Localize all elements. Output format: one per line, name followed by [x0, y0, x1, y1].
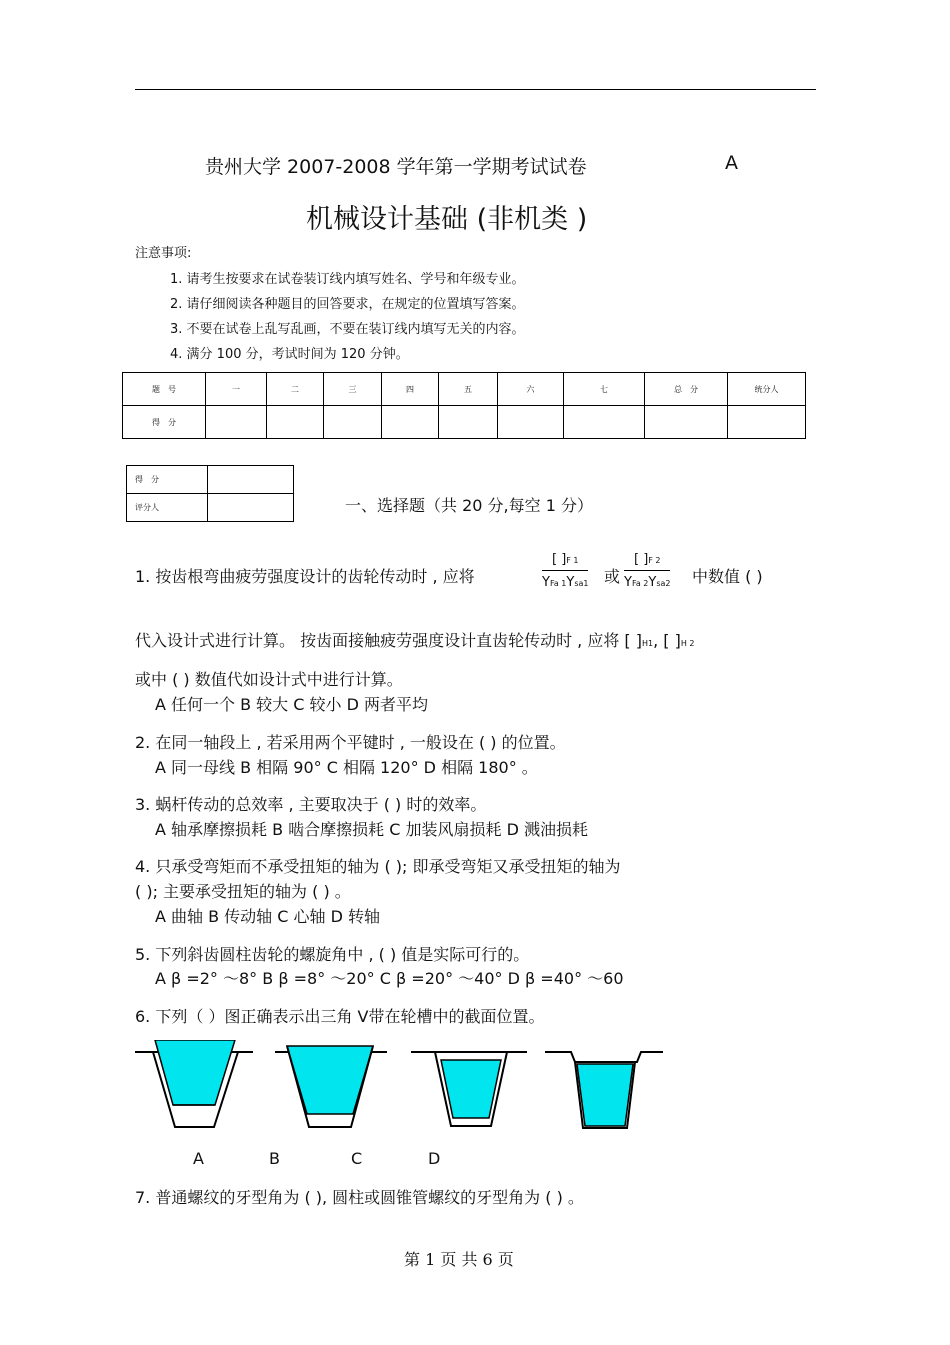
figure-c-groove: [411, 1052, 527, 1126]
fraction-denominator: Y: [648, 575, 657, 590]
fraction-numerator: [ ]: [551, 552, 567, 567]
section-title: 一、选择题（共 20 分,每空 1 分）: [345, 496, 593, 515]
score-table: [122, 372, 806, 439]
question-4: 4. 只承受弯矩而不承受扭矩的轴为 ( ); 即承受弯矩又承受扭矩的轴为: [135, 857, 621, 876]
figure-label-a: A: [193, 1149, 204, 1168]
or-text: 或: [604, 567, 621, 586]
grader-score-label: 得 分: [127, 466, 208, 494]
fraction-denominator: Y: [542, 575, 550, 590]
v-belt-figures: [135, 1040, 665, 1135]
score-row-label: 得 分: [123, 406, 206, 439]
exam-title-line: 贵州大学 2007-2008 学年第一学期考试试卷: [205, 156, 587, 178]
score-header: 题 号: [123, 373, 206, 406]
figure-a-groove: [135, 1040, 253, 1127]
question-3-options: A 轴承摩擦损耗 B 啮合摩擦损耗 C 加装风扇损耗 D 溅油损耗: [155, 820, 589, 839]
fraction-sub: sa1: [574, 579, 589, 588]
score-cell[interactable]: [324, 406, 382, 439]
fraction-sub: sa2: [656, 579, 671, 588]
score-cell[interactable]: [267, 406, 324, 439]
fraction-numerator: [ ]: [633, 552, 649, 567]
question-3: 3. 蜗杆传动的总效率 , 主要取决于 ( ) 时的效率。: [135, 795, 487, 814]
question-7: 7. 普通螺纹的牙型角为 ( ), 圆柱或圆锥管螺纹的牙型角为 ( ) 。: [135, 1188, 584, 1207]
page-footer: 第 1 页 共 6 页: [404, 1250, 514, 1269]
fraction-sub: Fa 1: [549, 579, 567, 588]
score-header: 总 分: [645, 373, 728, 406]
fraction-f1: [542, 552, 588, 590]
course-title: 机械设计基础 (非机类 ): [306, 204, 588, 235]
score-header: 统分人: [728, 373, 806, 406]
question-1-line2: [135, 628, 695, 651]
score-cell[interactable]: [498, 406, 564, 439]
score-header: 六: [498, 373, 564, 406]
grader-box: [126, 465, 294, 522]
grader-score-cell[interactable]: [208, 466, 294, 494]
belt-section-d: [577, 1064, 633, 1126]
question-1-line2-text: 代入设计式进行计算。 按齿面接触疲劳强度设计直齿轮传动时 , 应将 [ ]: [135, 631, 643, 650]
note-item: 4. 满分 100 分，考试时间为 120 分钟。: [170, 347, 409, 362]
score-cell[interactable]: [439, 406, 498, 439]
score-header: 二: [267, 373, 324, 406]
score-header: 一: [206, 373, 267, 406]
question-6: 6. 下列（ ）图正确表示出三角 V带在轮槽中的截面位置。: [135, 1007, 545, 1026]
question-2-options: A 同一母线 B 相隔 90° C 相隔 120° D 相隔 180° 。: [155, 758, 538, 777]
grader-name-label: 评分人: [127, 494, 208, 522]
grader-name-cell[interactable]: [208, 494, 294, 522]
fraction-denominator: Y: [566, 575, 575, 590]
question-1-line2-mid: , [ ]: [653, 631, 681, 650]
fraction-sub: Fa 2: [631, 579, 649, 588]
fraction-sub: F 2: [648, 556, 661, 565]
question-5: 5. 下列斜齿圆柱齿轮的螺旋角中 , ( ) 值是实际可行的。: [135, 945, 530, 964]
fraction-f2: [624, 552, 670, 590]
figure-label-d: D: [428, 1149, 441, 1168]
belt-section-a: [155, 1040, 235, 1105]
note-item: 2. 请仔细阅读各种题目的回答要求，在规定的位置填写答案。: [170, 297, 525, 312]
belt-section-c: [441, 1060, 501, 1118]
question-1-tail: 中数值 ( ): [692, 567, 763, 586]
notes-heading: 注意事项:: [135, 246, 192, 261]
fraction-sub: F 1: [566, 556, 579, 565]
score-cell[interactable]: [645, 406, 728, 439]
question-1-lead: 1. 按齿根弯曲疲劳强度设计的齿轮传动时 , 应将: [135, 567, 475, 586]
score-cell[interactable]: [206, 406, 267, 439]
question-4-line2: ( ); 主要承受扭矩的轴为 ( ) 。: [135, 882, 351, 901]
score-header: 四: [382, 373, 439, 406]
figure-label-c: C: [351, 1149, 363, 1168]
fraction-denominator: Y: [624, 575, 632, 590]
score-header: 七: [564, 373, 645, 406]
paper-version: A: [725, 152, 738, 174]
header-rule: [135, 89, 816, 90]
question-1-options: A 任何一个 B 较大 C 较小 D 两者平均: [155, 695, 429, 714]
score-cell[interactable]: [564, 406, 645, 439]
belt-section-b: [287, 1046, 373, 1114]
subscript-h1: H1: [642, 639, 654, 648]
score-cell[interactable]: [382, 406, 439, 439]
question-5-options: A β =2° ～8° B β =8° ～20° C β =20° ～40° D β =40° ～60: [155, 969, 624, 988]
note-item: 1. 请考生按要求在试卷装订线内填写姓名、学号和年级专业。: [170, 272, 525, 287]
question-2: 2. 在同一轴段上 , 若采用两个平键时 , 一般设在 ( ) 的位置。: [135, 733, 566, 752]
question-1-line3: 或中 ( ) 数值代如设计式中进行计算。: [135, 670, 403, 689]
score-cell[interactable]: [728, 406, 806, 439]
score-header: 三: [324, 373, 382, 406]
note-item: 3. 不要在试卷上乱写乱画，不要在装订线内填写无关的内容。: [170, 322, 525, 337]
figure-b-groove: [275, 1046, 387, 1127]
subscript-h2: H 2: [680, 639, 695, 648]
figure-label-b: B: [269, 1149, 280, 1168]
score-header: 五: [439, 373, 498, 406]
figure-d-groove: [545, 1052, 663, 1128]
question-4-options: A 曲轴 B 传动轴 C 心轴 D 转轴: [155, 907, 381, 926]
